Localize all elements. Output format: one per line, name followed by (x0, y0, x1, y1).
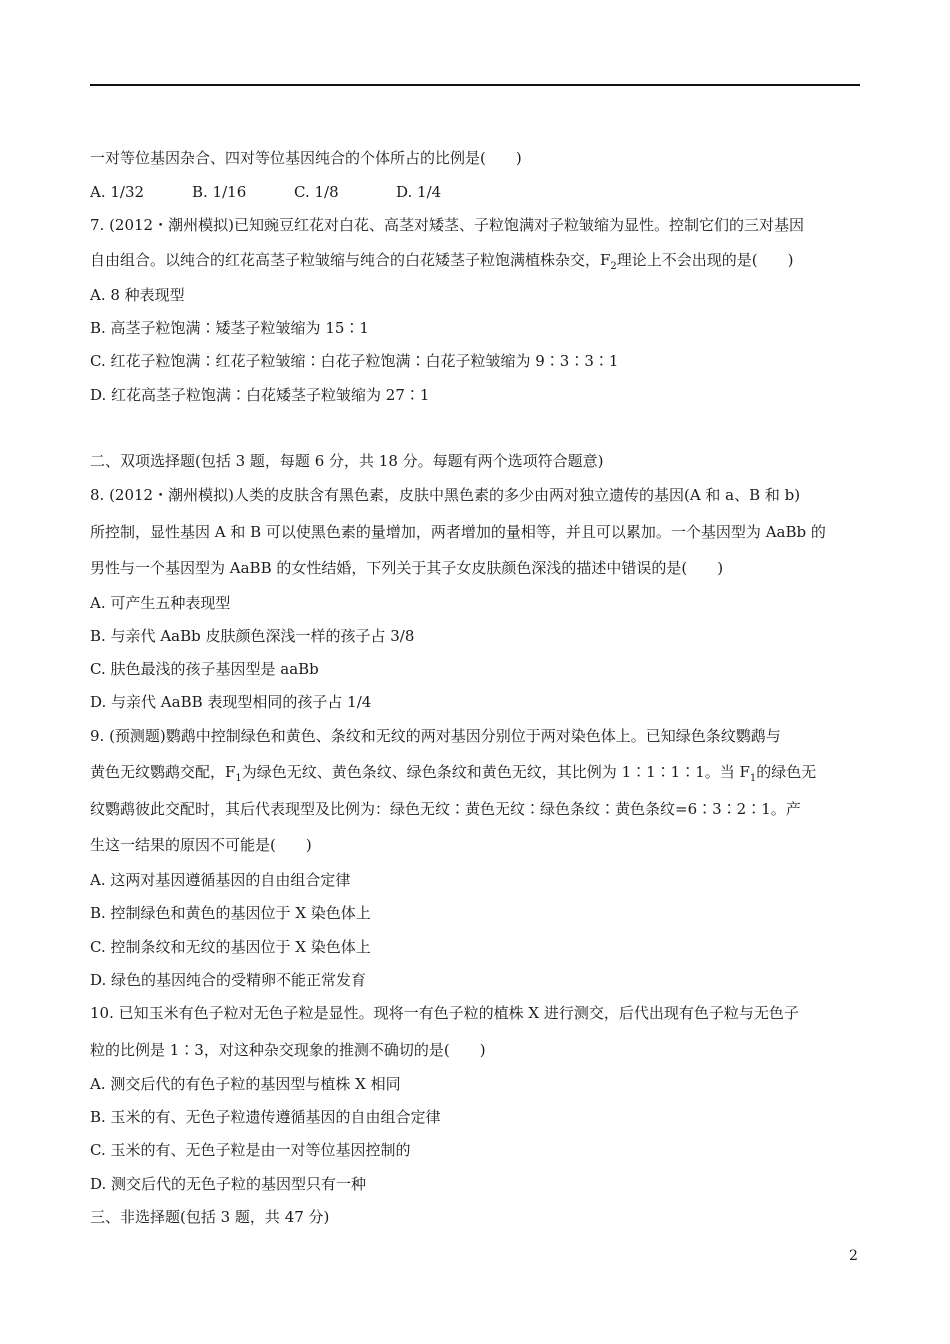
header-rule (90, 84, 860, 86)
q7-option-d: D. 红花高茎子粒饱满∶白花矮茎子粒皱缩为 27∶1 (90, 386, 430, 404)
q7-option-b: B. 高茎子粒饱满∶矮茎子粒皱缩为 15∶1 (90, 319, 369, 337)
q7-option-a: A. 8 种表现型 (90, 286, 185, 304)
q8-stem-line1: 8. (2012・潮州模拟)人类的皮肤含有黑色素，皮肤中黑色素的多少由两对独立遗传的基因(A 和 a、B 和 b) (90, 486, 801, 504)
q6-option-b: B. 1/16 (192, 183, 247, 201)
q6-option-a: A. 1/32 (90, 183, 145, 201)
q6-option-d: D. 1/4 (396, 183, 442, 201)
q8-stem-line2: 所控制，显性基因 A 和 B 可以使黑色素的量增加，两者增加的量相等，并且可以累加。一个基因型为 AaBb 的 (90, 523, 826, 541)
q8-option-d: D. 与亲代 AaBB 表现型相同的孩子占 1/4 (90, 693, 372, 711)
q9-stem-line2: 黄色无纹鹦鹉交配，$F_1$为绿色无纹、黄色条纹、绿色条纹和黄色无纹，其比例为 1∶1∶1∶1。当 $F_1$的绿色无 (90, 763, 817, 784)
q8-option-a: A. 可产生五种表现型 (90, 594, 231, 612)
q10-stem-line1: 10. 已知玉米有色子粒对无色子粒是显性。现将一有色子粒的植株 X 进行测交，后代出现有色子粒与无色子 (90, 1004, 799, 1022)
q6-options (90, 182, 498, 202)
q6-stem-end: 一对等位基因杂合、四对等位基因纯合的个体所占的比例是( ) (90, 149, 522, 167)
q6-option-c: C. 1/8 (294, 183, 339, 201)
q7-option-c: C. 红花子粒饱满∶红花子粒皱缩∶白花子粒饱满∶白花子粒皱缩为 9∶3∶3∶1 (90, 352, 619, 370)
q9-stem-line4: 生这一结果的原因不可能是( ) (90, 836, 312, 854)
q9-option-d: D. 绿色的基因纯合的受精卵不能正常发育 (90, 971, 367, 989)
q10-option-b: B. 玉米的有、无色子粒遗传遵循基因的自由组合定律 (90, 1108, 441, 1126)
q10-stem-line2: 粒的比例是 1∶3，对这种杂交现象的推测不确切的是( ) (90, 1041, 486, 1059)
section-2-heading: 二、双项选择题(包括 3 题，每题 6 分，共 18 分。每题有两个选项符合题意) (90, 452, 604, 470)
section-3-heading: 三、非选择题(包括 3 题，共 47 分) (90, 1208, 330, 1226)
q9-stem-line1: 9. (预测题)鹦鹉中控制绿色和黄色、条纹和无纹的两对基因分别位于两对染色体上。已知绿色条纹鹦鹉与 (90, 727, 781, 745)
q8-stem-line3: 男性与一个基因型为 AaBB 的女性结婚，下列关于其子女皮肤颜色深浅的描述中错误的是( ) (90, 559, 724, 577)
page-number: 2 (849, 1248, 858, 1264)
q9-option-c: C. 控制条纹和无纹的基因位于 X 染色体上 (90, 938, 371, 956)
q9-stem-line3: 纹鹦鹉彼此交配时，其后代表现型及比例为：绿色无纹∶黄色无纹∶绿色条纹∶黄色条纹=6∶3∶2∶1。产 (90, 800, 801, 818)
q10-option-a: A. 测交后代的有色子粒的基因型与植株 X 相同 (90, 1075, 401, 1093)
q10-option-d: D. 测交后代的无色子粒的基因型只有一种 (90, 1175, 367, 1193)
q9-option-b: B. 控制绿色和黄色的基因位于 X 染色体上 (90, 904, 371, 922)
q8-option-b: B. 与亲代 AaBb 皮肤颜色深浅一样的孩子占 3/8 (90, 627, 415, 645)
q7-stem-line2: 自由组合。以纯合的红花高茎子粒皱缩与纯合的白花矮茎子粒饱满植株杂交，$F_2$理论上不会出现的是( ) (90, 251, 794, 272)
q10-option-c: C. 玉米的有、无色子粒是由一对等位基因控制的 (90, 1141, 411, 1159)
q7-stem-line1: 7. (2012・潮州模拟)已知豌豆红花对白花、高茎对矮茎、子粒饱满对子粒皱缩为显性。控制它们的三对基因 (90, 216, 804, 234)
q9-option-a: A. 这两对基因遵循基因的自由组合定律 (90, 871, 351, 889)
q8-option-c: C. 肤色最浅的孩子基因型是 aaBb (90, 660, 319, 678)
